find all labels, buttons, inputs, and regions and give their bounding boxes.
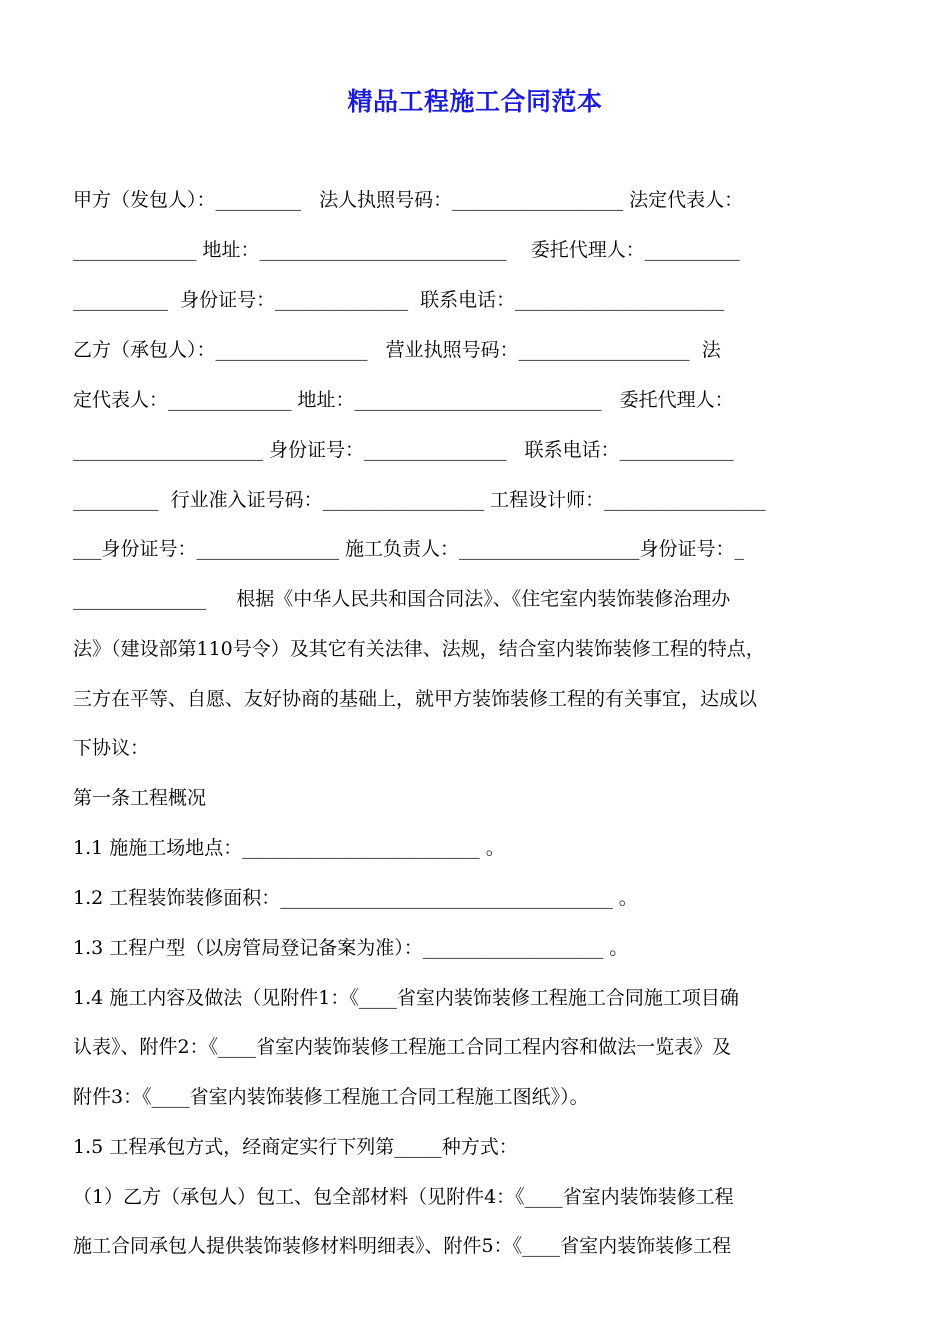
text-line: 乙方（承包人）：________________ 营业执照号码：__________________ 法: [73, 339, 721, 361]
text-line: 1.4 施工内容及做法（见附件1：《____省室内装饰装修工程施工合同施工项目确: [73, 987, 739, 1009]
text-line: 甲方（发包人）：_________ 法人执照号码：__________________ 法定代表人：: [73, 189, 744, 211]
text-line: （1）乙方（承包人）包工、包全部材料（见附件4：《____省室内装饰装修工程: [73, 1186, 734, 1208]
text-line: 法》（建设部第110号令）及其它有关法律、法规，结合室内装饰装修工程的特点，: [73, 638, 765, 660]
text-line: 认表》、附件2：《____省室内装饰装修工程施工合同工程内容和做法一览表》及: [73, 1036, 732, 1058]
text-line: ______________ 根据《中华人民共和国合同法》、《住宅室内装饰装修治理办: [73, 588, 731, 610]
text-line: 1.5 工程承包方式，经商定实行下列第_____种方式：: [73, 1136, 518, 1158]
text-line: __________ 身份证号：______________ 联系电话：______________________: [73, 289, 725, 311]
text-line: 1.2 工程装饰装修面积：___________________________________ 。: [73, 887, 638, 909]
section-heading: 第一条工程概况: [73, 787, 207, 809]
document-title: 精品工程施工合同范本: [347, 87, 603, 116]
text-line: 1.1 施施工场地点：_________________________ 。: [73, 837, 505, 859]
text-line: 定代表人：_____________ 地址：__________________________ 委托代理人：: [73, 389, 734, 411]
text-line: 附件3：《____省室内装饰装修工程施工合同工程施工图纸》）。: [73, 1086, 589, 1108]
text-line: _________ 行业准入证号码：_________________ 工程设计师：_________________: [73, 489, 766, 511]
text-line: _____________ 地址：__________________________ 委托代理人：__________: [73, 239, 740, 261]
text-line: 三方在平等、自愿、友好协商的基础上，就甲方装饰装修工程的有关事宜，达成以: [73, 688, 758, 710]
text-line: ___身份证号：_______________ 施工负责人：___________________身份证号：_: [73, 538, 745, 560]
text-line: 1.3 工程户型（以房管局登记备案为准）：___________________ 。: [73, 937, 629, 959]
text-line: 施工合同承包人提供装饰装修材料明细表》、附件5：《____省室内装饰装修工程: [73, 1235, 732, 1257]
text-line: 下协议：: [73, 737, 150, 759]
text-line: ____________________ 身份证号：_______________ 联系电话：____________: [73, 439, 734, 461]
